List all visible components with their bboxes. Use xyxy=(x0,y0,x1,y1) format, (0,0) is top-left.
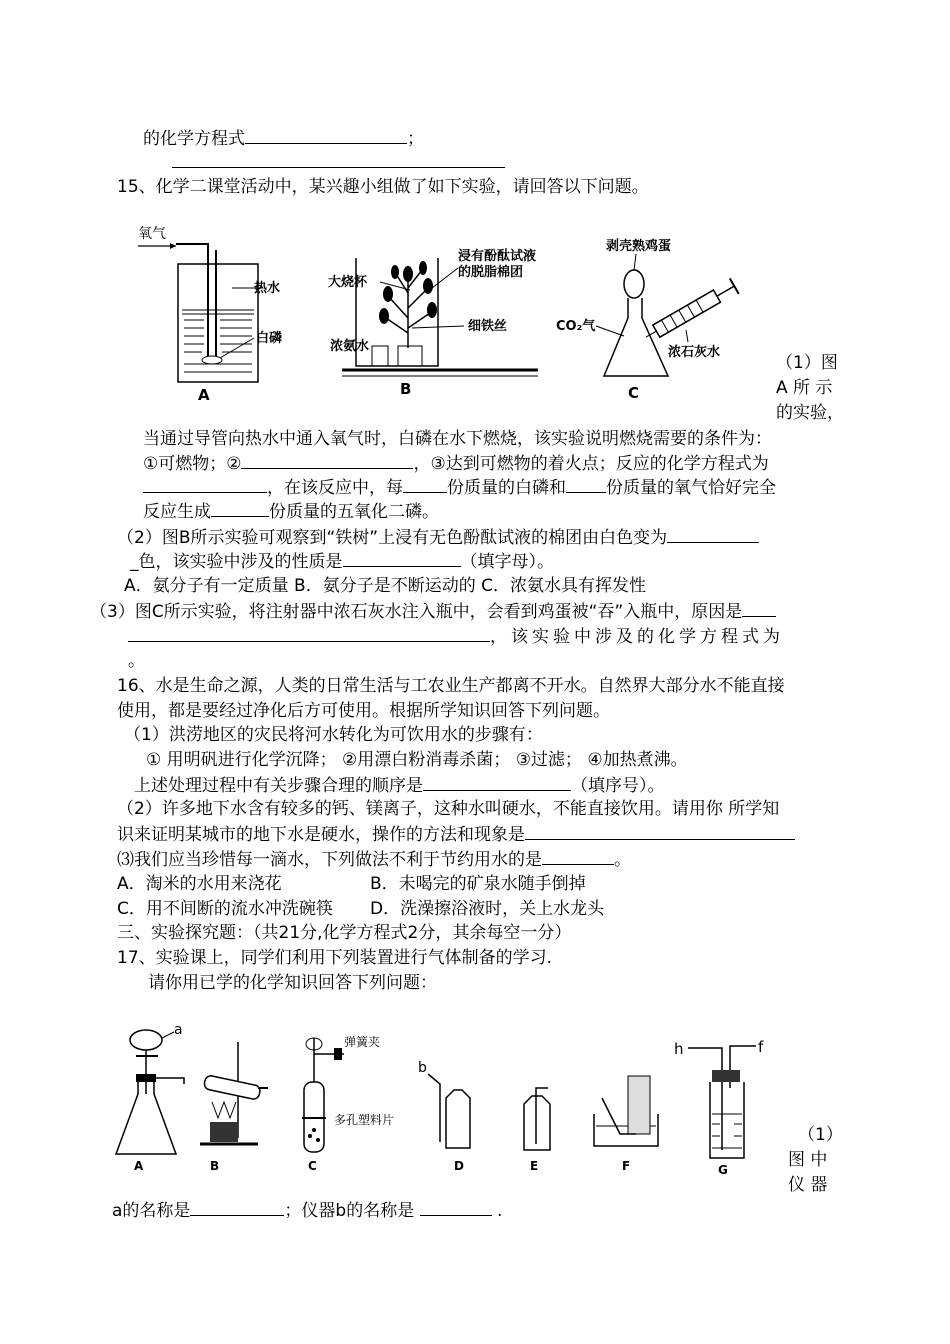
answer-blank[interactable] xyxy=(667,526,759,543)
answer-blank[interactable] xyxy=(566,476,606,493)
q15-3-end: 。 xyxy=(128,651,145,671)
q16-3-line: ⑶我们应当珍惜每一滴水，下列做法不利于节约用水的是 。 xyxy=(117,850,631,870)
answer-blank[interactable] xyxy=(128,625,490,642)
q15-1-side-text: 的实验， xyxy=(776,403,844,423)
answer-blank[interactable] xyxy=(420,1199,492,1216)
q16-2-line2: 识来证明某城市的地下水是硬水，操作的方法和现象是 xyxy=(117,823,795,846)
svg-text:氧气: 氧气 xyxy=(138,226,166,242)
q15-1-line2: ①可燃物；② ，③达到可燃物的着火点；反应的化学方程式为 xyxy=(143,454,769,474)
q15-3-line2: ，该实验中涉及的化学方程式为 xyxy=(128,625,784,648)
answer-blank[interactable] xyxy=(742,600,776,617)
q16-option-b: B．未喝完的矿泉水随手倒掉 xyxy=(370,874,586,894)
svg-text:剥壳熟鸡蛋: 剥壳熟鸡蛋 xyxy=(606,239,672,254)
svg-text:C: C xyxy=(628,384,640,402)
svg-text:b: b xyxy=(418,1060,427,1076)
svg-text:B: B xyxy=(210,1159,220,1173)
answer-blank[interactable] xyxy=(403,476,447,493)
answer-blank[interactable] xyxy=(143,476,267,493)
svg-text:热水: 热水 xyxy=(254,281,281,296)
q17-side-text: （1） xyxy=(798,1125,843,1145)
svg-text:浓氨水: 浓氨水 xyxy=(330,339,370,354)
svg-text:E: E xyxy=(530,1159,539,1173)
q17-side-text: 图 中 xyxy=(788,1150,828,1170)
answer-blank[interactable] xyxy=(190,1199,284,1216)
q16-intro: 16、水是生命之源，人类的日常生活与工农业生产都离不开水。自然界大部分水不能直接 xyxy=(117,676,785,696)
figure-b-iron-tree xyxy=(328,238,568,398)
q15-1-side-text: （1）图 xyxy=(776,353,838,373)
q16-1-steps: ① 用明矾进行化学沉降； ②用漂白粉消毒杀菌； ③过滤； ④加热煮沸。 xyxy=(146,750,688,770)
svg-text:浸有酚酞试液: 浸有酚酞试液 xyxy=(458,249,537,264)
answer-blank[interactable] xyxy=(423,774,571,791)
q17-side-text: 仪 器 xyxy=(788,1175,828,1195)
q15-2-line2: _色，该实验中涉及的性质是 （填字母）。 xyxy=(130,552,554,572)
answer-blank[interactable] xyxy=(245,127,407,144)
apparatus-g xyxy=(674,1038,764,1177)
apparatus-c xyxy=(302,1034,394,1173)
answer-line[interactable] xyxy=(172,167,505,168)
svg-text:多孔塑料片: 多孔塑料片 xyxy=(334,1113,395,1127)
q17-intro: 请你用已学的化学知识回答下列问题： xyxy=(148,973,437,993)
q15-intro: 15、化学二课堂活动中，某兴趣小组做了如下实验，请回答以下问题。 xyxy=(117,177,649,197)
q15-1-line4: 反应生成 份质量的五氧化二磷。 xyxy=(143,502,439,522)
q16-1-text: （1）洪涝地区的灾民将河水转化为可饮用水的步骤有： xyxy=(124,725,543,745)
answer-blank[interactable] xyxy=(343,550,461,567)
q16-option-d: D．洗澡擦浴液时，关上水龙头 xyxy=(370,899,605,919)
svg-text:白磷: 白磷 xyxy=(256,331,283,346)
svg-text:C: C xyxy=(308,1159,317,1173)
answer-blank[interactable] xyxy=(525,823,795,840)
q15-2-line1: （2）图B所示实验可观察到“铁树”上浸有无色酚酞试液的棉团由白色变为 xyxy=(117,526,759,549)
q15-2-options: A．氨分子有一定质量 B．氨分子是不断运动的 C．浓氨水具有挥发性 xyxy=(124,576,646,596)
q16-option-a: A．淘米的水用来浇花 xyxy=(117,874,282,894)
svg-text:h: h xyxy=(674,1040,684,1058)
apparatus-f xyxy=(594,1076,658,1173)
answer-blank[interactable] xyxy=(542,848,614,865)
q17-apparatus-figure xyxy=(112,1018,784,1180)
top-line: 的化学方程式 ； xyxy=(143,129,424,149)
apparatus-a xyxy=(116,1022,184,1173)
svg-text:B: B xyxy=(400,380,412,398)
q15-3-line1: （3）图C所示实验，将注射器中浓石灰水注入瓶中，会看到鸡蛋被“吞”入瓶中，原因是 xyxy=(90,600,776,623)
svg-text:细铁丝: 细铁丝 xyxy=(468,319,508,334)
svg-text:浓石灰水: 浓石灰水 xyxy=(668,345,721,360)
q17-intro: 17、实验课上，同学们利用下列装置进行气体制备的学习. xyxy=(117,948,553,968)
apparatus-e xyxy=(524,1088,550,1173)
figure-a-white-phosphorus xyxy=(132,220,302,405)
answer-blank[interactable] xyxy=(241,452,413,469)
figure-c-egg-flask xyxy=(556,234,756,404)
section-3-heading: 三、实验探究题：（共21分,化学方程式2分，其余每空一分） xyxy=(117,923,572,943)
svg-text:A: A xyxy=(134,1159,144,1173)
q15-1-text: 当通过导管向热水中通入氧气时，白磷在水下燃烧，该实验说明燃烧需要的条件为： xyxy=(143,429,772,449)
apparatus-d xyxy=(418,1060,470,1173)
q17-1-line: a的名称是 ；仪器b的名称是 . xyxy=(112,1201,503,1221)
svg-text:a: a xyxy=(174,1022,183,1038)
svg-text:f: f xyxy=(758,1038,764,1056)
q16-intro: 使用，都是要经过净化后方可使用。根据所学知识回答下列问题。 xyxy=(117,701,610,721)
q15-1-side-text: A 所 示 xyxy=(776,378,833,398)
svg-text:大烧杯: 大烧杯 xyxy=(328,275,368,290)
svg-text:CO₂气: CO₂气 xyxy=(556,319,596,334)
svg-text:A: A xyxy=(198,386,210,404)
q16-2-text: （2）许多地下水含有较多的钙、镁离子，这种水叫硬水，不能直接饮用。请用你 所学知 xyxy=(117,799,780,819)
q16-option-c: C．用不间断的流水冲洗碗筷 xyxy=(117,899,333,919)
q16-1-order: 上述处理过程中有关步骤合理的顺序是 （填序号）。 xyxy=(134,776,665,796)
svg-text:F: F xyxy=(622,1159,631,1173)
q15-1-line3: ，在该反应中，每 份质量的白磷和 份质量的氧气恰好完全 xyxy=(143,476,776,499)
apparatus-b xyxy=(200,1042,268,1173)
svg-text:弹簧夹: 弹簧夹 xyxy=(344,1035,381,1049)
svg-text:的脱脂棉团: 的脱脂棉团 xyxy=(458,265,524,280)
svg-text:G: G xyxy=(718,1163,728,1177)
svg-text:D: D xyxy=(454,1159,464,1173)
answer-blank[interactable] xyxy=(211,500,269,517)
